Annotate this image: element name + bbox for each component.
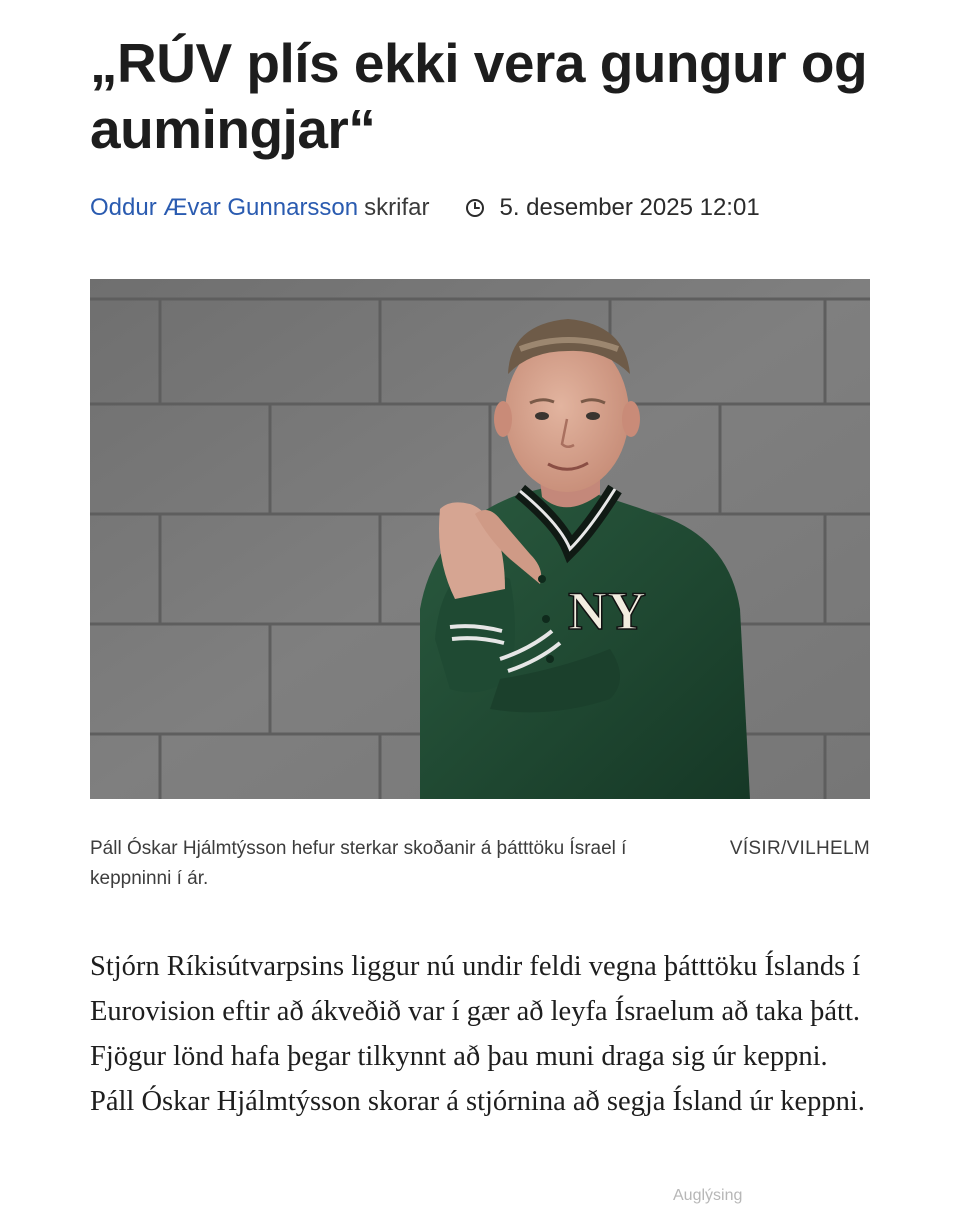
svg-text:NY: NY bbox=[568, 581, 646, 641]
author-role: skrifar bbox=[364, 194, 430, 221]
article-photo[interactable] bbox=[90, 279, 870, 799]
author-link[interactable]: Oddur Ævar Gunnarsson bbox=[90, 194, 359, 221]
article-lead: Stjórn Ríkisútvarpsins liggur nú undir feldi vegna þátttöku Íslands í Eurovision eftir að ákveðið var í gær að leyfa Ísraelum að taka þátt. Fjögur lönd hafa þegar tilkynnt að þau muni draga sig úr keppni. Páll Óskar Hjálmtýsson skorar á stjórnina að segja Ísland úr keppni. bbox=[90, 951, 865, 1117]
clock-icon bbox=[465, 198, 485, 218]
article bbox=[90, 0, 870, 1117]
publish-date: 5. desember 2025 12:01 bbox=[499, 194, 760, 221]
ad-label: Auglýsing bbox=[673, 1187, 743, 1204]
photo-caption: Páll Óskar Hjálmtýsson hefur sterkar skoðanir á þátttöku Ísrael í keppninni í ár. bbox=[90, 838, 627, 889]
portrait-image bbox=[90, 279, 870, 799]
article-headline: „RÚV plís ekki vera gungur og aumingjar“ bbox=[90, 32, 868, 160]
byline bbox=[90, 192, 870, 224]
photo-credit: VÍSIR/VILHELM bbox=[729, 838, 870, 859]
